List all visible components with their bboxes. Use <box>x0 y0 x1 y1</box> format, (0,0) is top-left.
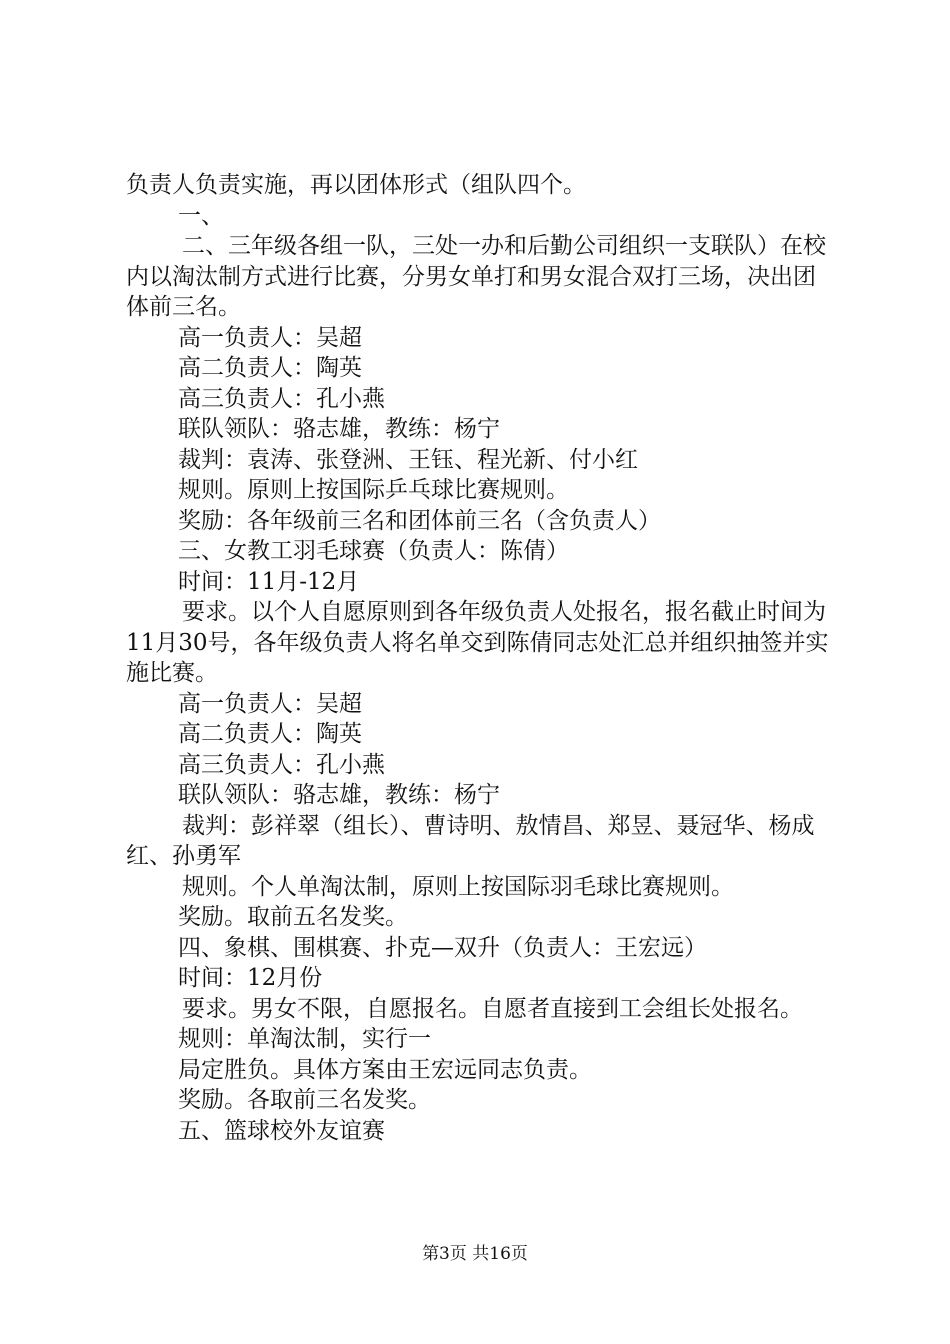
paragraph: 三、女教工羽毛球赛（负责人：陈倩） <box>178 538 569 564</box>
paragraph: 高三负责人：孔小燕 <box>178 385 385 412</box>
paragraph: 局定胜负。具体方案由王宏远同志负责。 <box>178 1056 592 1083</box>
paragraph: 高三负责人：孔小燕 <box>178 751 385 778</box>
paragraph: 高二负责人：陶英 <box>178 355 362 381</box>
paragraph: 要求。以个人自愿原则到各年级负责人处报名，报名截止时间为11月30号，各年级负责人将名单交到陈倩同志处汇总并组织抽签并实施比赛。 <box>126 599 829 686</box>
paragraph: 负责人负责实施，再以团体形式（组队四个。 <box>126 172 586 198</box>
paragraph: 高二负责人：陶英 <box>178 721 362 747</box>
paragraph: 高一负责人：吴超 <box>178 324 362 351</box>
paragraph: 裁判：彭祥翠（组长）、曹诗明、敖情昌、郑昱、聂冠华、杨成红、孙勇军 <box>126 812 815 869</box>
paragraph: 奖励。取前五名发奖。 <box>178 904 408 930</box>
paragraph: 规则。个人单淘汰制，原则上按国际羽毛球比赛规则。 <box>182 873 734 900</box>
paragraph: 时间：11月-12月 <box>178 568 360 595</box>
paragraph: 一、 <box>178 202 224 229</box>
paragraph: 二、三年级各组一队，三处一办和后勤公司组织一支联队）在校内以淘汰制方式进行比赛，分男女单打和男女混合双打三场，决出团体前三名。 <box>126 233 826 320</box>
page-footer: 第3页 共16页 <box>422 1244 528 1264</box>
paragraph: 奖励：各年级前三名和团体前三名（含负责人） <box>178 507 661 534</box>
paragraph: 时间：12月份 <box>178 965 323 991</box>
paragraph: 联队领队：骆志雄，教练：杨宁 <box>178 782 500 808</box>
paragraph: 奖励。各取前三名发奖。 <box>178 1087 431 1113</box>
paragraph: 四、象棋、围棋赛、扑克—双升（负责人：王宏远） <box>178 934 707 961</box>
paragraph: 要求。男女不限，自愿报名。自愿者直接到工会组长处报名。 <box>182 995 803 1022</box>
paragraph: 规则。原则上按国际乒乓球比赛规则。 <box>178 477 569 503</box>
paragraph: 裁判：袁涛、张登洲、王钰、程光新、付小红 <box>178 446 638 473</box>
paragraph: 联队领队：骆志雄，教练：杨宁 <box>178 416 500 442</box>
document-body <box>126 170 838 1146</box>
paragraph: 五、篮球校外友谊赛 <box>178 1117 385 1144</box>
paragraph: 高一负责人：吴超 <box>178 690 362 717</box>
paragraph: 规则：单淘汰制，实行一 <box>178 1026 431 1052</box>
